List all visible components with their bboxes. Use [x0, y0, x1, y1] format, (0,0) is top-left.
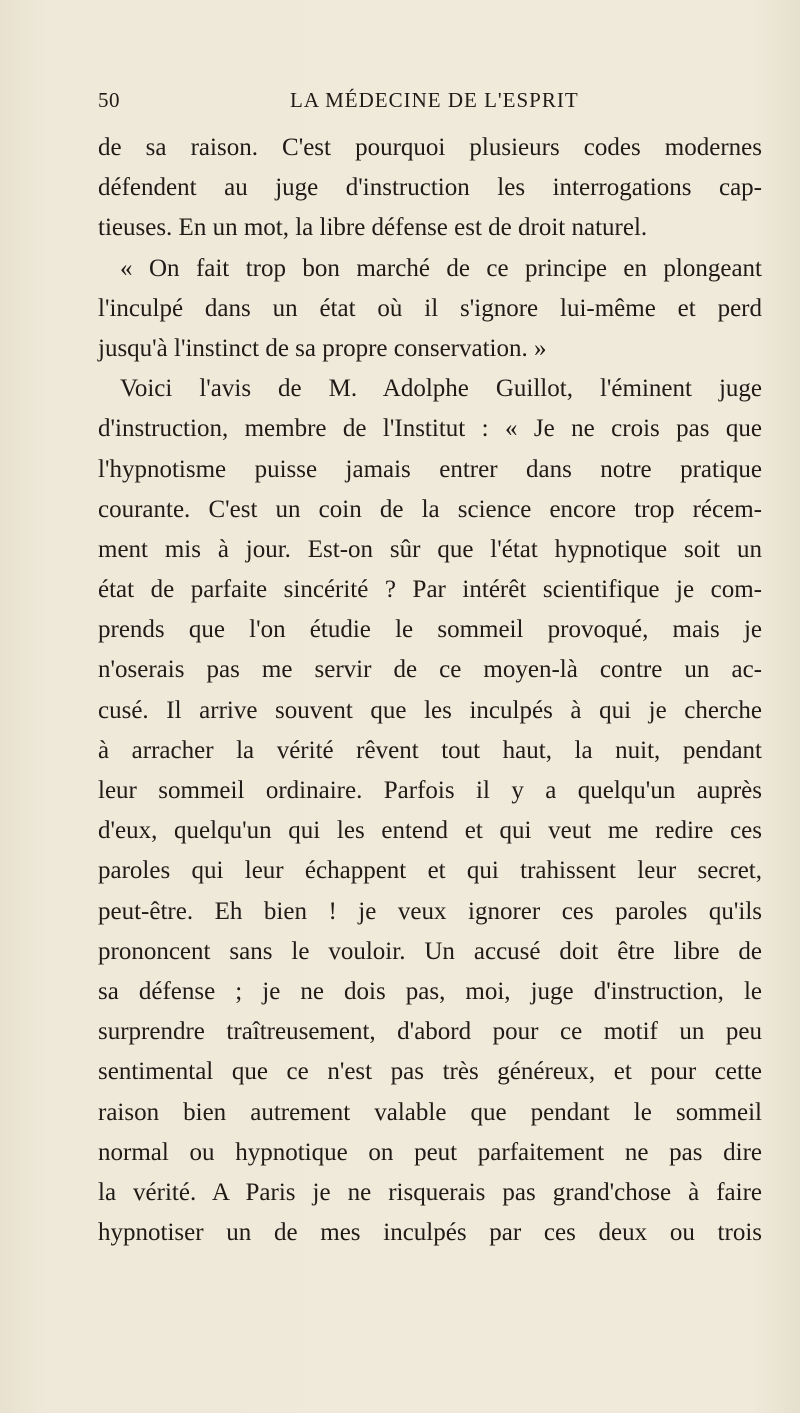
text-line: prononcent sans le vouloir. Un accusé doit être libre de	[98, 937, 762, 965]
text-line: prends que l'on étudie le sommeil provoqué, mais je	[98, 616, 762, 644]
running-title: LA MÉDECINE DE L'ESPRIT	[290, 88, 579, 112]
text-line: cusé. Il arrive souvent que les inculpés à qui je cherche	[98, 696, 762, 724]
text-line: d'eux, quelqu'un qui les entend et qui veut me redire ces	[98, 817, 762, 845]
text-line: surprendre traîtreusement, d'abord pour ce motif un peu	[98, 1018, 762, 1046]
text-line: hypnotiser un de mes inculpés par ces deux ou trois	[98, 1219, 762, 1247]
text-line: tieuses. En un mot, la libre défense est de droit naturel.	[98, 214, 648, 242]
text-line: d'instruction, membre de l'Institut : « Je ne crois pas que	[98, 415, 762, 443]
text-line: raison bien autrement valable que pendant le sommeil	[98, 1098, 762, 1126]
text-line: la vérité. A Paris je ne risquerais pas grand'chose à faire	[98, 1178, 762, 1206]
text-line: l'hypnotisme puisse jamais entrer dans notre pratique	[98, 455, 762, 483]
text-line: normal ou hypnotique on peut parfaitement ne pas dire	[98, 1138, 762, 1166]
text-line: courante. C'est un coin de la science encore trop récem-	[98, 495, 762, 523]
text-line: sa défense ; je ne dois pas, moi, juge d'instruction, le	[98, 977, 762, 1005]
body-text	[98, 128, 762, 1253]
text-line: leur sommeil ordinaire. Parfois il y a quelqu'un auprès	[98, 777, 762, 804]
text-line: défendent au juge d'instruction les interrogations cap-	[98, 174, 762, 202]
text-line: jusqu'à l'instinct de sa propre conservation. »	[98, 334, 547, 362]
text-line: l'inculpé dans un état où il s'ignore lui-même et perd	[98, 294, 762, 322]
text-line: de sa raison. C'est pourquoi plusieurs codes modernes	[98, 134, 762, 161]
text-line: état de parfaite sincérité ? Par intérêt scientifique je com-	[98, 576, 762, 604]
page-number: 50	[98, 88, 120, 112]
text-line: ment mis à jour. Est-on sûr que l'état hypnotique soit un	[98, 535, 762, 563]
text-line: n'oserais pas me servir de ce moyen-là contre un ac-	[98, 656, 762, 684]
text-line: Voici l'avis de M. Adolphe Guillot, l'éminent juge	[120, 375, 762, 403]
text-line: « On fait trop bon marché de ce principe en plongeant	[120, 254, 762, 282]
text-line: peut-être. Eh bien ! je veux ignorer ces paroles qu'ils	[98, 897, 762, 925]
text-line: paroles qui leur échappent et qui trahissent leur secret,	[98, 857, 762, 885]
text-line: à arracher la vérité rêvent tout haut, la nuit, pendant	[98, 736, 762, 764]
text-line: sentimental que ce n'est pas très généreux, et pour cette	[98, 1058, 762, 1086]
running-head	[98, 88, 760, 118]
